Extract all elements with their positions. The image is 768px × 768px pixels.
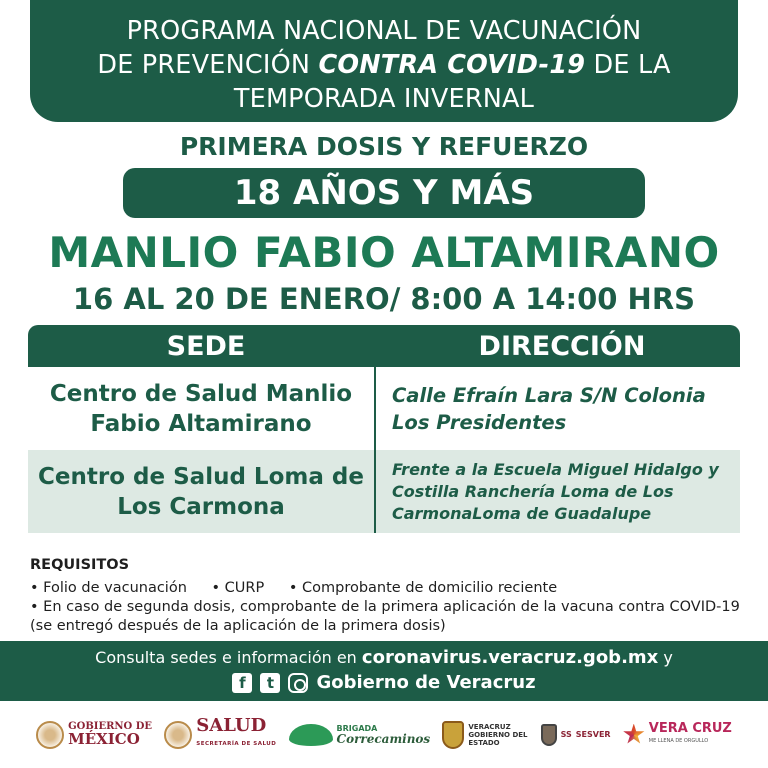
ss-shield-icon [541, 724, 557, 746]
header-sede: SEDE [166, 331, 246, 362]
dates-schedule: 16 AL 20 DE ENERO/ 8:00 A 14:00 HRS [72, 282, 696, 316]
title-line-3: TEMPORADA INVERNAL [233, 84, 535, 114]
requirement-item: • CURP [211, 580, 265, 596]
facebook-icon[interactable]: f [232, 673, 252, 693]
social-row [0, 672, 768, 693]
sede-cell: Centro de Salud Loma de Los Carmona [38, 463, 364, 520]
veracruz-orgullo-logo: VERA CRUZ ME LLENA DE ORGULLO [623, 723, 732, 747]
direccion-cell: Calle Efraín Lara S/N Colonia Los Presidentes [392, 383, 706, 434]
government-handle: Gobierno de Veracruz [316, 672, 536, 693]
requirement-item: • En caso de segunda dosis, comprobante de la primera aplicación de la vacuna contra COVID-19 (se entregó después de la aplicación de la primera dosis) [30, 599, 740, 634]
title-line-1: PROGRAMA NACIONAL DE VACUNACIÓN [126, 16, 642, 46]
table-header [28, 325, 740, 367]
website-link[interactable]: coronavirus.veracruz.gob.mx [361, 647, 659, 668]
sede-cell: Centro de Salud Manlio Fabio Altamirano [49, 380, 353, 437]
header-direccion: DIRECCIÓN [478, 331, 646, 362]
age-group-badge: 18 AÑOS Y MÁS [123, 168, 645, 218]
twitter-icon[interactable]: t [260, 673, 280, 693]
title-line-2: DE PREVENCIÓN CONTRA COVID-19 DE LA [97, 50, 671, 80]
salud-logo: SALUD SECRETARÍA DE SALUD [164, 717, 276, 753]
instagram-icon[interactable] [288, 673, 308, 693]
sesver-logo: SS SESVER [541, 724, 611, 746]
veracruz-gobierno-logo: VERACRUZ GOBIERNO DEL ESTADO [442, 721, 528, 749]
title-banner [30, 0, 738, 122]
logos-bar [0, 701, 768, 768]
veracruz-shield-icon [442, 721, 464, 749]
veracruz-star-icon [623, 724, 645, 746]
footer-band [0, 641, 768, 701]
locations-table [28, 325, 740, 533]
table-row [28, 367, 740, 450]
requirements-section [30, 556, 740, 636]
requirements-title: REQUISITOS [30, 557, 130, 573]
gobierno-mexico-logo: GOBIERNO DE MÉXICO [36, 721, 152, 749]
consult-text: Consulta sedes e información en coronavirus.veracruz.gob.mx y [95, 647, 673, 668]
mexico-seal-icon [36, 721, 64, 749]
direccion-cell: Frente a la Escuela Miguel Hidalgo y Costilla Ranchería Loma de Los CarmonaLoma de Guadalupe [392, 459, 719, 523]
brigada-logo: BRIGADA Correcaminos [289, 723, 431, 746]
requirement-item: • Folio de vacunación [30, 580, 187, 596]
salud-seal-icon [164, 721, 192, 749]
column-divider [374, 367, 376, 533]
municipality-title: MANLIO FABIO ALTAMIRANO [48, 228, 720, 277]
table-row [28, 450, 740, 533]
dose-subtitle: PRIMERA DOSIS Y REFUERZO [179, 132, 589, 161]
roadrunner-icon [289, 724, 333, 746]
requirements-list [30, 579, 740, 598]
requirement-item: • Comprobante de domicilio reciente [288, 580, 558, 596]
